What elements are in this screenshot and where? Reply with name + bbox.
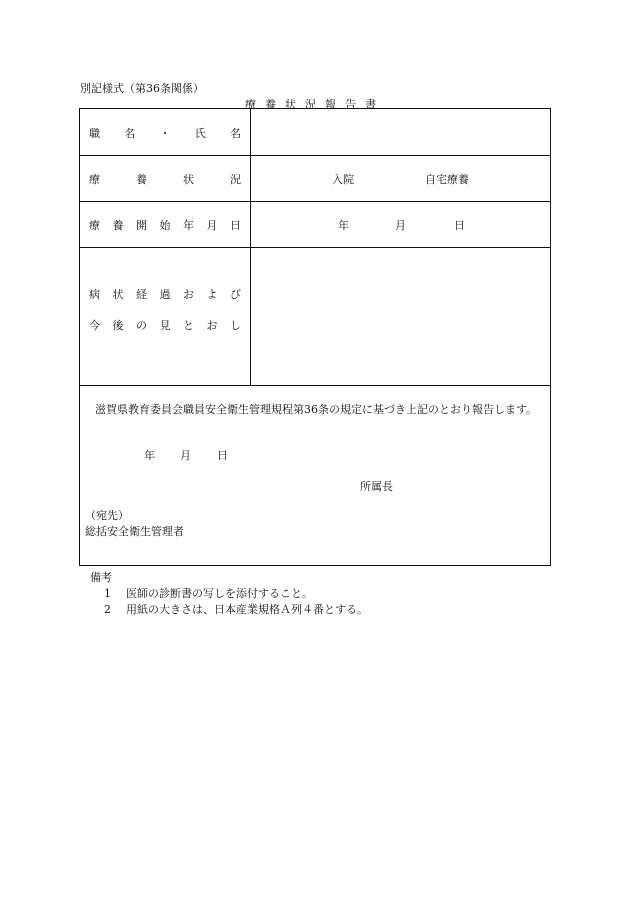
start-date-year: 年 (338, 219, 349, 232)
report-table (79, 108, 551, 566)
start-date-day: 日 (454, 219, 465, 232)
addressee-label: （宛先） (85, 509, 129, 522)
start-date-month: 月 (395, 219, 406, 232)
row-divider (80, 247, 550, 248)
row-divider (80, 155, 550, 156)
signer-label: 所属長 (360, 480, 393, 493)
name-field[interactable] (252, 111, 548, 153)
column-divider (250, 109, 251, 385)
label-condition-line2: 今 後 の 見 と お し (89, 319, 241, 332)
notes-title: 備考 (90, 571, 112, 584)
condition-field[interactable] (252, 249, 548, 383)
note-item: 2 用紙の大きさは、日本産業規格Ａ列４番とする。 (104, 603, 368, 616)
report-date-day: 日 (217, 449, 228, 462)
note-item: 1 医師の診断書の写しを添付すること。 (104, 587, 313, 600)
form-reference: 別記様式（第36条関係） (80, 82, 204, 95)
row-divider (80, 385, 550, 386)
report-statement: 滋賀県教育委員会職員安全衛生管理規程第36条の規定に基づき上記のとおり報告します。 (95, 403, 538, 416)
option-hospitalized[interactable]: 入院 (332, 173, 354, 186)
label-status: 療 養 状 況 (89, 173, 241, 186)
report-date-year: 年 (144, 449, 155, 462)
form-title: 療養状況報告書 (245, 98, 385, 111)
option-home-care[interactable]: 自宅療養 (425, 173, 469, 186)
addressee-name: 総括安全衛生管理者 (85, 525, 184, 538)
report-date-month: 月 (180, 449, 191, 462)
row-divider (80, 201, 550, 202)
label-name: 職 名 ・ 氏 名 (89, 127, 241, 140)
label-start-date: 療 養 開 始 年 月 日 (89, 219, 241, 232)
label-condition-line1: 病 状 経 過 お よ び (89, 288, 241, 301)
